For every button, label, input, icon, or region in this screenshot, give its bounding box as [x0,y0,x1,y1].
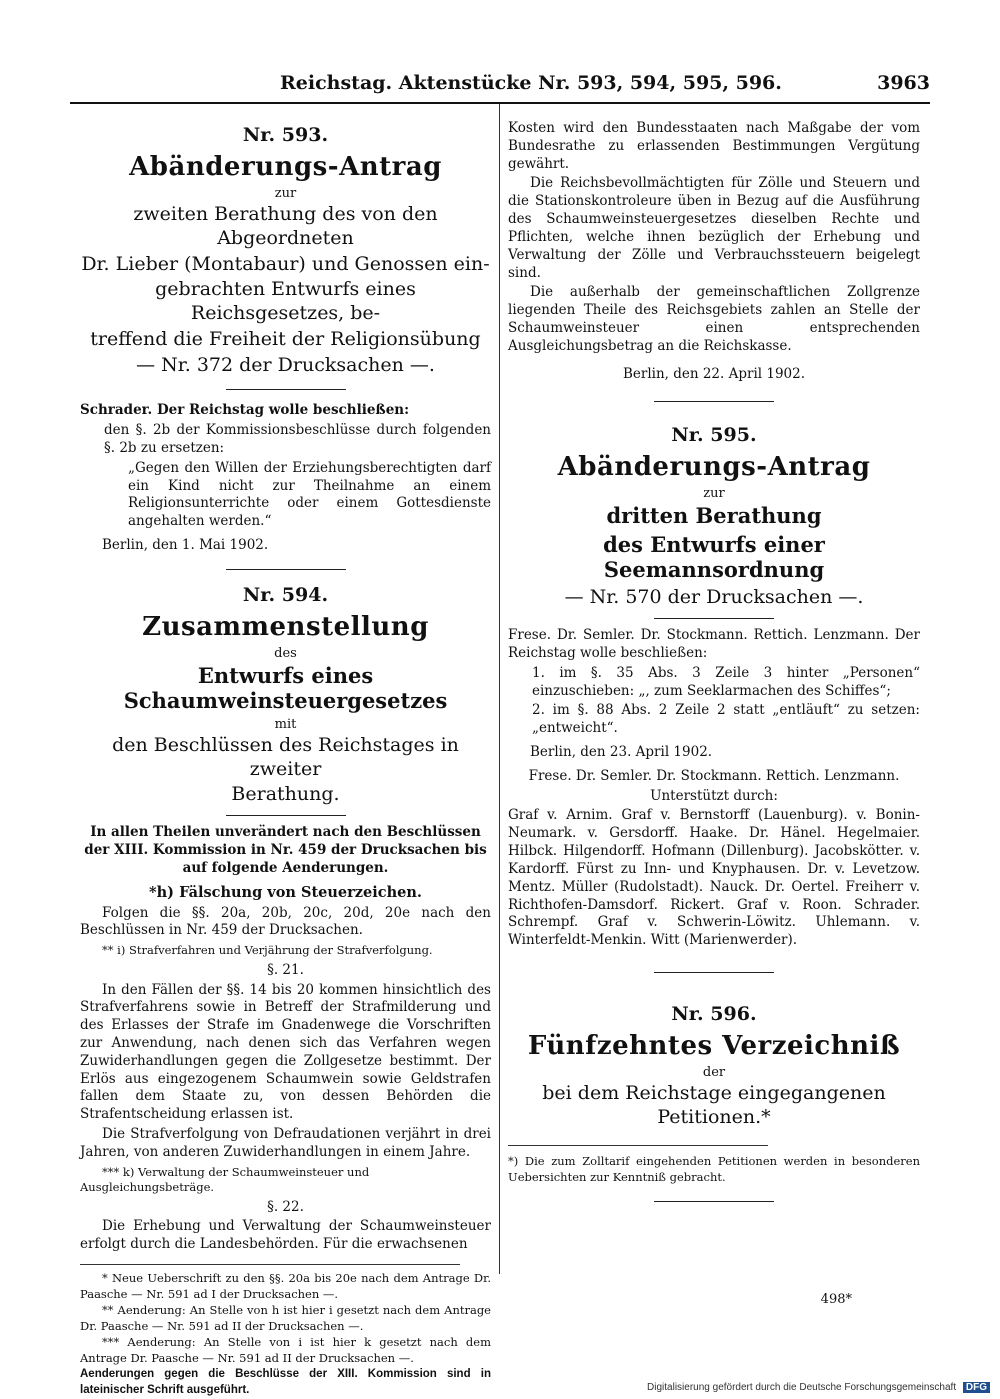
separator [226,389,346,390]
paragraph: Die Reichsbevollmächtigten für Zölle und Steuern und die Stationskontroleure üben in Bezug auf die Ausführung des Schaumweinsteuergesetzes dieselben Rechte und Pflichten, welche ihnen bezüglich der Erhebung und Verwaltung der Zölle und Verbrauchssteuern beigelegt sind. [508,175,920,281]
paragraph: Kosten wird den Bundesstaaten nach Maßgabe der vom Bundesrathe zu erlassenden Bestimmungen Vergütung gewährt. [508,120,920,172]
conjunction: mit [274,716,297,732]
doc-title: Fünfzehntes Verzeichniß [527,1030,901,1061]
footnote: * Neue Ueberschrift zu den §§. 20a bis 20e nach dem Antrage Dr. Paasche — Nr. 591 ad I der Drucksachen —. [80,1271,491,1301]
running-header [70,72,930,104]
date-line: Berlin, den 23. April 1902. [530,744,713,760]
signature-mark: 498* [820,1292,852,1307]
document-594 [80,584,491,1398]
paragraph: Die Erhebung und Verwaltung der Schaumweinsteuer erfolgt durch die Landesbehörden. Für die erwachsenen [80,1218,491,1253]
paragraph: Die außerhalb der gemeinschaftlichen Zollgrenze liegenden Theile des Reichsgebiets zahlen an Stelle der Schaumweinsteuer einen entsprechenden Ausgleichungsbetrag an die Reichskasse. [508,284,920,354]
conjunction: der [702,1064,726,1080]
separator [226,569,346,570]
footnote-rule [508,1145,768,1146]
paragraph-number: §. 22. [267,1198,304,1215]
doc-number: Nr. 596. [671,1002,757,1025]
footnote-bold: Aenderungen gegen die Beschlüsse der XIII. Kommission sind in lateinischer Schrift ausgeführt. [80,1368,491,1396]
document-594-continued [508,120,920,383]
document-596 [508,1003,920,1203]
digitization-credit [647,1382,990,1393]
motion-intro: Schrader. Der Reichstag wolle beschließen: [80,402,410,419]
document-593 [80,124,491,555]
motion-item: 1. im §. 35 Abs. 3 Zeile 3 hinter „Personen“ einzuschieben: „, zum Seeklarmachen des Schiffes“; [532,664,920,699]
doc-title: Abänderungs-Antrag [557,452,871,483]
footnote-rule [80,1264,460,1265]
doc-title: Abänderungs-Antrag [129,152,442,182]
paragraph-number: §. 21. [267,961,304,978]
column-divider [499,104,500,1274]
section-note: ** i) Strafverfahren und Verjährung der Strafverfolgung. [102,943,433,958]
supported-by-label: Unterstützt durch: [650,787,778,804]
subtitle-line: gebrachten Entwurfs eines Reichsgesetzes, be- [155,278,416,324]
conjunction: des [274,645,297,661]
separator [226,815,346,816]
document-595 [508,424,920,950]
separator [654,972,774,973]
footnote: *** Aenderung: An Stelle von i ist hier k gesetzt nach dem Antrage Dr. Paasche — Nr. 591 ad II der Drucksachen —. [80,1335,491,1365]
subtitle-line: — Nr. 372 der Drucksachen —. [136,353,435,376]
motion-body: den §. 2b der Kommissionsbeschlüsse durch folgenden §. 2b zu ersetzen: [104,422,491,456]
separator [654,618,774,619]
section-note: *** k) Verwaltung der Schaumweinsteuer und Ausgleichungsbeträge. [80,1164,370,1195]
credit-text: Digitalisierung gefördert durch die Deutsche Forschungsgemeinschaft [647,1382,957,1393]
motion-item: 2. im §. 88 Abs. 2 Zeile 2 statt „entläuft“ zu setzen: „entweicht“. [532,702,920,737]
doc-subtitle: Entwurfs eines Schaumweinsteuergesetzes [123,662,448,713]
paragraph: In den Fällen der §§. 14 bis 20 kommen hinsichtlich des Strafverfahrens sowie in Betreff der Strafmilderung und des Erlasses der Strafe im Gnadenwege die Vorschriften zur Anwendung, nach denen sich das Verfahren wegen Zuwiderhandlungen gegen die Zollgesetze bestimmt. Der Erlös aus eingezogenem Schaumwein sowie Geldstrafen fallen dem Staate zu, von dessen Behörden die Strafentscheidung erlassen ist. [80,981,491,1123]
date-line: Berlin, den 1. Mai 1902. [102,536,269,553]
date-line: Berlin, den 22. April 1902. [622,365,806,382]
subtitle-line: Berathung. [231,783,340,806]
paragraph: Die Strafverfolgung von Defraudationen verjährt in drei Jahren, von anderen Zuwiderhandlungen in einem Jahre. [80,1126,491,1160]
intro-paragraph: In allen Theilen unverändert nach den Beschlüssen der XIII. Kommission in Nr. 459 der Drucksachen bis auf folgende Aenderungen. [84,824,487,876]
motion-quote: „Gegen den Willen der Erziehungsberechtigten darf ein Kind nicht zur Theilnahme an einem Religionsunterrichte oder einem Gottesdienste angehalten werden.“ [128,459,491,530]
doc-number: Nr. 594. [242,583,329,606]
subtitle-line: bei dem Reichstage eingegangenen Petitionen.* [542,1081,886,1128]
subtitle-line: dritten Berathung [606,503,822,529]
left-column [80,118,491,1399]
right-column [508,118,920,1218]
supporters-list: Graf v. Arnim. Graf v. Bernstorff (Lauenburg). v. Bonin-Neumark. v. Gersdorff. Haake. Dr. Hänel. Hegelmaier. Hilbck. Hilgendorff. Hofmann (Dillenburg). Jacobskötter. v. Kardorff. Fürst zu Inn- und Knyphausen. Dr. v. Levetzow. Mentz. Müller (Rudolstadt). Nauck. Dr. Oertel. Freiherr v. Richthofen-Damsdorf. Rickert. Graf v. Roon. Schrader. Schrempf. Graf v. Schwerin-Löwitz. Uhlemann. v. Winterfeldt-Menkin. Witt (Marienwerder). [508,807,920,949]
footnote: *) Die zum Zolltarif eingehenden Petitionen werden in besonderen Uebersichten zur Kenntniß gebracht. [508,1154,920,1184]
subtitle-line: — Nr. 570 der Drucksachen —. [564,586,864,609]
header-title: Reichstag. Aktenstücke Nr. 593, 594, 595, 596. [280,72,782,94]
conjunction: zur [274,186,297,201]
section-heading: *h) Fälschung von Steuerzeichen. [149,884,422,902]
subtitle-line: Dr. Lieber (Montabaur) und Genossen ein- [81,252,490,275]
doc-number: Nr. 593. [242,124,329,146]
doc-title: Zusammenstellung [142,611,429,642]
subtitle-line: des Entwurfs einer Seemannsordnung [603,532,825,583]
separator [654,1201,774,1202]
doc-number: Nr. 595. [671,424,757,447]
subtitle-line: treffend die Freiheit der Religionsübung [90,327,481,350]
subtitle-line: den Beschlüssen des Reichstages in zweiter [112,733,459,780]
paragraph: Folgen die §§. 20a, 20b, 20c, 20d, 20e nach den Beschlüssen in Nr. 459 der Drucksachen. [80,904,491,939]
page-number: 3963 [877,72,930,94]
footnote: ** Aenderung: An Stelle von h ist hier i gesetzt nach dem Antrage Dr. Paasche — Nr. 591 ad II der Drucksachen —. [80,1303,491,1333]
conjunction: zur [703,486,725,502]
signers: Frese. Dr. Semler. Dr. Stockmann. Rettich. Lenzmann. [528,767,900,784]
motion-intro: Frese. Dr. Semler. Dr. Stockmann. Rettich. Lenzmann. Der Reichstag wolle beschließen: [508,627,920,661]
dfg-logo: DFG [963,1382,990,1393]
subtitle-line: zweiten Berathung des von den Abgeordneten [133,203,438,249]
separator [654,401,774,402]
